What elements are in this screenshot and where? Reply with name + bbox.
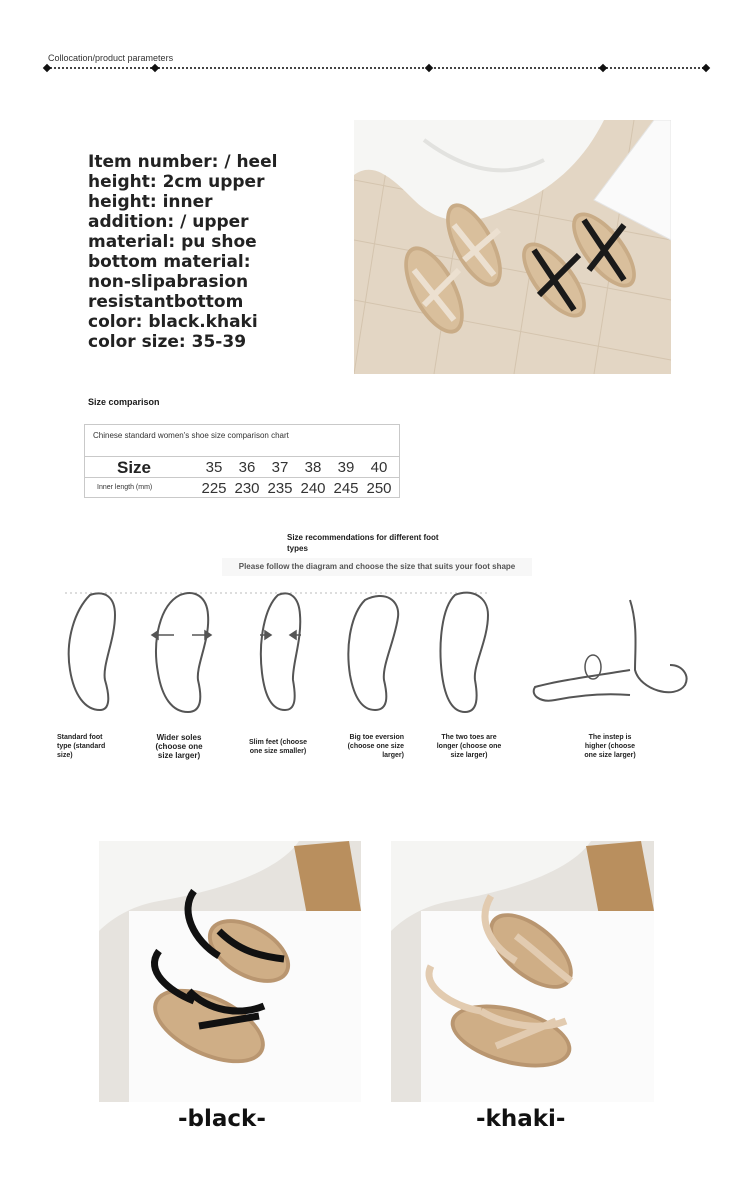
size-table — [84, 424, 400, 498]
param-line: height: inner — [88, 192, 213, 212]
divider-marker — [151, 64, 159, 72]
product-photo — [354, 120, 671, 374]
length-cell: 250 — [366, 480, 392, 497]
length-cell: 240 — [300, 480, 326, 497]
length-cell: 225 — [201, 480, 227, 497]
size-comparison-title: Size comparison — [88, 397, 160, 407]
long-toes-foot-icon — [441, 593, 488, 712]
divider-marker — [425, 64, 433, 72]
length-cell: 235 — [267, 480, 293, 497]
black-sandal-photo — [99, 841, 361, 1102]
param-line: height: 2cm upper — [88, 172, 265, 192]
size-cell: 35 — [205, 459, 223, 476]
size-cell: 40 — [370, 459, 388, 476]
wide-foot-icon — [156, 593, 208, 712]
length-cell: 245 — [333, 480, 359, 497]
foot-type-label: Wider soles (choose one size larger) — [155, 733, 203, 760]
size-cell: 38 — [304, 459, 322, 476]
inner-length-row — [85, 477, 399, 499]
foot-type-label: Slim feet (choose one size smaller) — [249, 739, 307, 755]
dotted-divider — [46, 67, 708, 69]
length-cell: 230 — [234, 480, 260, 497]
param-line: addition: / upper — [88, 212, 249, 232]
param-line: Item number: / heel — [88, 152, 278, 172]
section-title: Collocation/product parameters — [48, 53, 174, 63]
foot-types-subtitle: Please follow the diagram and choose the size that suits your foot shape — [222, 558, 532, 576]
divider-marker — [43, 64, 51, 72]
foot-type-label: Big toe eversion (choose one size larger) — [347, 734, 404, 759]
high-instep-icon — [534, 600, 687, 701]
param-line: bottom material: — [88, 252, 251, 272]
size-cell: 37 — [271, 459, 289, 476]
size-row — [85, 456, 399, 478]
param-line: material: pu shoe — [88, 232, 257, 252]
param-line: color size: 35-39 — [88, 332, 247, 352]
foot-diagrams — [60, 585, 710, 720]
size-cell: 36 — [238, 459, 256, 476]
slim-foot-icon — [261, 593, 300, 710]
color-label-black: -black- — [178, 1106, 266, 1132]
param-line: resistantbottom — [88, 292, 244, 312]
inner-length-label: Inner length (mm) — [97, 484, 153, 491]
product-parameters — [88, 152, 298, 352]
standard-foot-icon — [69, 593, 115, 710]
size-cell: 39 — [337, 459, 355, 476]
param-line: color: black.khaki — [88, 312, 258, 332]
size-label: Size — [117, 458, 152, 477]
foot-type-label: The instep is higher (choose one size larger) — [584, 734, 636, 759]
foot-types-title: Size recommendations for different foot types — [287, 533, 439, 553]
size-table-caption: Chinese standard women's shoe size comparison chart — [93, 431, 289, 440]
khaki-sandal-photo — [391, 841, 654, 1102]
param-line: non-slipabrasion — [88, 272, 249, 292]
divider-marker — [599, 64, 607, 72]
foot-type-label: The two toes are longer (choose one size larger) — [436, 734, 502, 759]
color-label-khaki: -khaki- — [476, 1106, 566, 1132]
divider-marker — [702, 64, 710, 72]
foot-type-label: Standard foot type (standard size) — [57, 734, 106, 759]
big-toe-eversion-icon — [348, 596, 398, 710]
